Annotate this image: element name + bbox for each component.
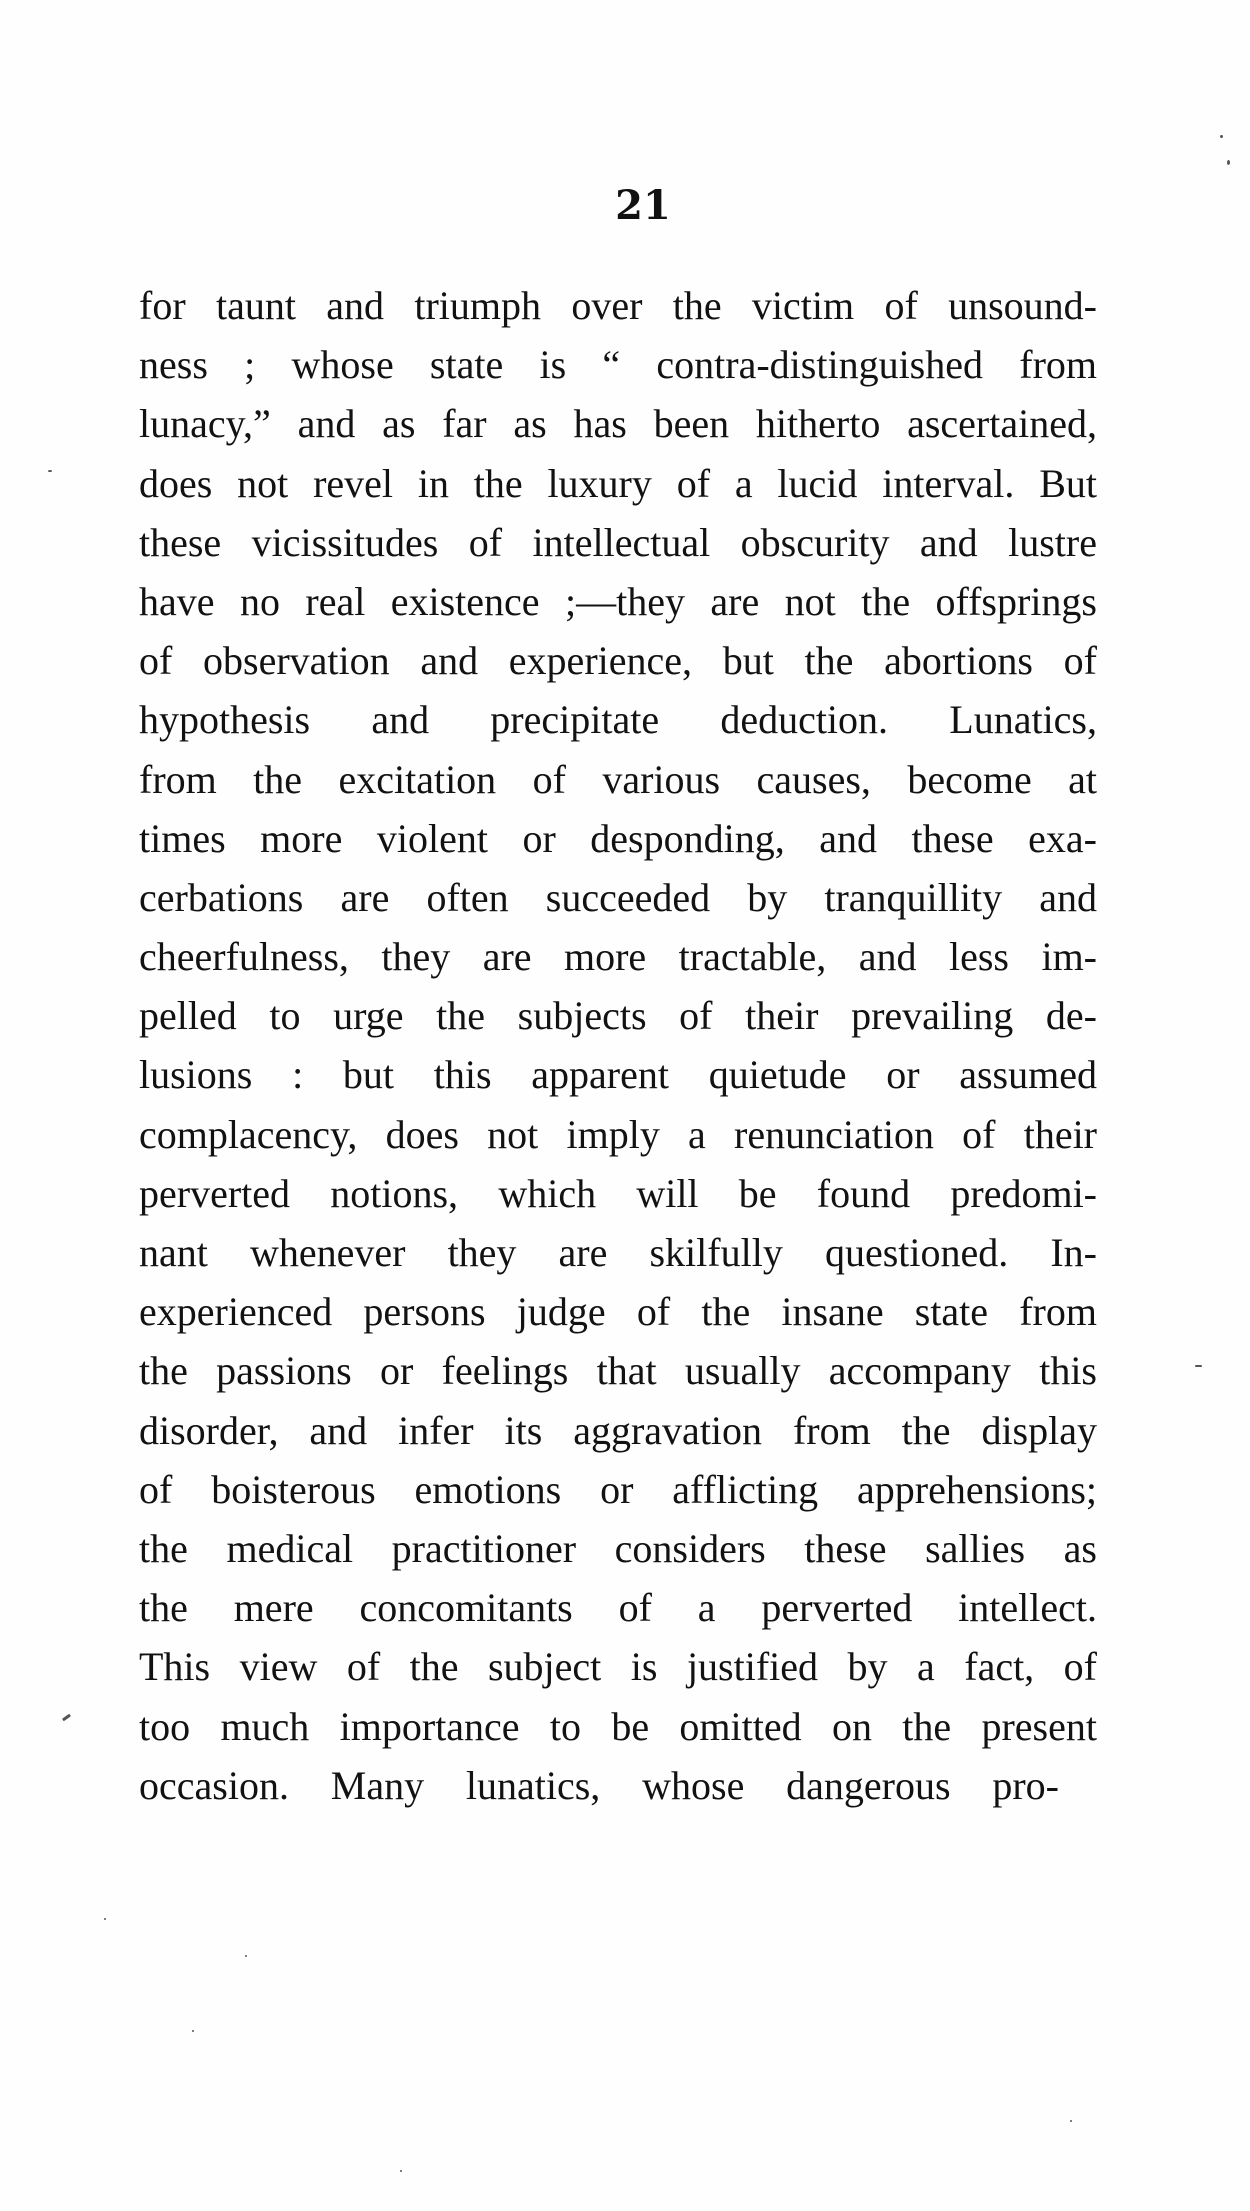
scan-speck <box>1070 2120 1072 2122</box>
scan-speck <box>104 1918 106 1920</box>
text-line: from the excitation of various causes, become at <box>139 756 1097 802</box>
text-line: the mere concomitants of a perverted intellect. <box>139 1585 1097 1631</box>
page-number: 21 <box>615 182 671 229</box>
text-line: of observation and experience, but the abortions of <box>139 638 1097 684</box>
scan-speck <box>1227 160 1230 165</box>
text-line: for taunt and triumph over the victim of unsound- <box>139 283 1097 328</box>
text-line: lusions : but this apparent quietude or assumed <box>139 1052 1097 1098</box>
text-line: pelled to urge the subjects of their prevailing de- <box>139 993 1097 1039</box>
text-line: lunacy,” and as far as has been hitherto ascertained, <box>139 401 1097 447</box>
text-line: of boisterous emotions or afflicting apprehensions; <box>139 1466 1097 1512</box>
text-line: disorder, and infer its aggravation from the display <box>139 1407 1097 1453</box>
text-line: complacency, does not imply a renunciation of their <box>139 1111 1097 1157</box>
text-line: nant whenever they are skilfully questioned. In- <box>139 1230 1097 1275</box>
text-line: perverted notions, which will be found predomi- <box>139 1170 1097 1216</box>
scan-speck <box>192 2030 194 2032</box>
text-line: ness ; whose state is “ contra-distinguished from <box>139 342 1097 388</box>
text-line: these vicissitudes of intellectual obscurity and lustre <box>139 519 1097 565</box>
text-line: times more violent or desponding, and these exa- <box>139 815 1097 861</box>
text-line: occasion. Many lunatics, whose dangerous pro- <box>139 1762 1059 1808</box>
scan-speck <box>1195 1365 1202 1367</box>
text-line: hypothesis and precipitate deduction. Lunatics, <box>139 697 1097 743</box>
scan-speck <box>62 1714 71 1722</box>
body-text <box>139 276 1097 1815</box>
scan-speck <box>400 2170 402 2172</box>
scan-speck <box>48 470 52 472</box>
text-line: cheerfulness, they are more tractable, and less im- <box>139 934 1097 980</box>
text-line: This view of the subject is justified by a fact, of <box>139 1644 1097 1690</box>
scan-speck <box>1220 135 1223 138</box>
text-line: have no real existence ;—they are not the offsprings <box>139 578 1097 624</box>
text-line: the medical practitioner considers these sallies as <box>139 1525 1097 1571</box>
text-line: the passions or feelings that usually accompany this <box>139 1348 1097 1394</box>
text-line: cerbations are often succeeded by tranquillity and <box>139 874 1097 920</box>
scan-speck <box>245 1955 247 1957</box>
text-line: experienced persons judge of the insane state from <box>139 1289 1097 1335</box>
text-line: too much importance to be omitted on the present <box>139 1703 1097 1749</box>
text-line: does not revel in the luxury of a lucid interval. But <box>139 460 1097 506</box>
